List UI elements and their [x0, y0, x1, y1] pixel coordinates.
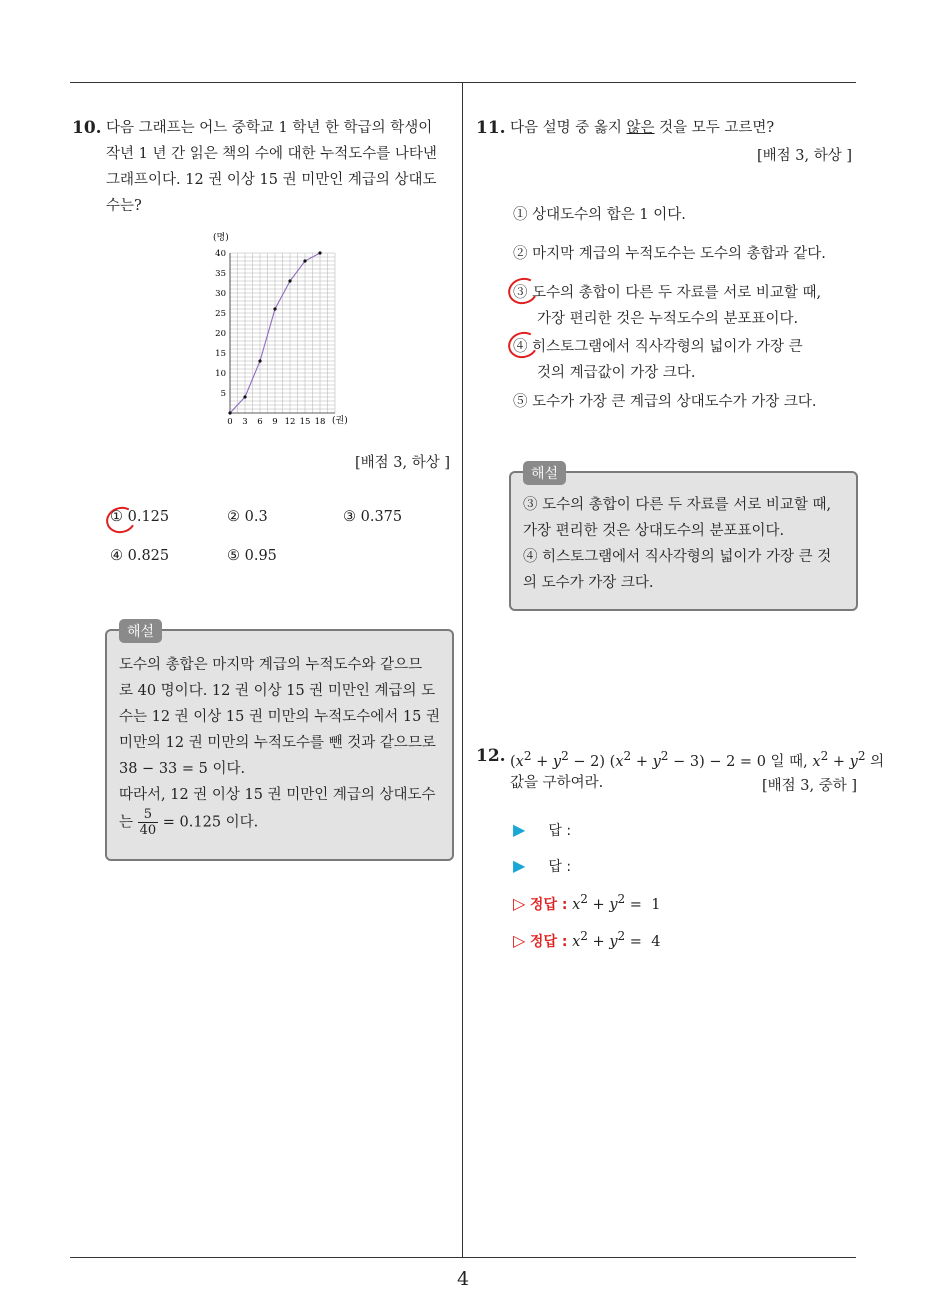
q10-solution-line-2: 로 40 명이다. 12 권 이상 15 권 미만인 계급의 도: [119, 683, 436, 699]
play-icon: ▶: [513, 856, 526, 875]
q11-text: [510, 115, 774, 141]
fraction-denominator: 40: [139, 823, 157, 838]
q11-choice-1[interactable]: ① 상대도수의 합은 1 이다.: [513, 207, 686, 223]
q12-answer-1[interactable]: [513, 820, 571, 840]
q10-text: [106, 115, 458, 219]
x-tick-label: 0: [227, 417, 233, 427]
x-tick-label: 12: [284, 417, 296, 427]
y-tick-label: 40: [215, 249, 226, 259]
q12-line-1: $(x^2 + y^2 - 2) (x^2 + y^2 - 3) - 2 = 0$ 일 때, $x^2 + y^2$ 의: [510, 749, 885, 770]
q11-choice-3[interactable]: ③ 도수의 총합이 다른 두 자료를 서로 비교할 때,: [513, 285, 822, 301]
q10-solution-fraction: [138, 807, 159, 838]
answer-label: 답 :: [548, 859, 572, 875]
q10-choice-4[interactable]: ④ 0.825: [110, 548, 170, 564]
y-tick-label: 10: [215, 369, 226, 379]
fraction-numerator: 5: [138, 807, 159, 823]
y-tick-label: 35: [215, 269, 226, 279]
q11-text-before: 다음 설명 중 옳지: [510, 120, 627, 136]
q10-solution-tab: 해설: [119, 619, 162, 643]
q12-correct-1: ▷ 정답 : $x^2 + y^2 = 1$: [513, 892, 661, 913]
q10-number: 10.: [72, 118, 102, 138]
q11-choice-2[interactable]: ② 마지막 계급의 누적도수는 도수의 총합과 같다.: [513, 246, 826, 262]
q10-solution-line-7: [119, 807, 258, 838]
q10-solution-box: [105, 624, 454, 861]
q10-solution-line-3: 수는 12 권 이상 15 권 미만의 누적도수에서 15 권: [119, 709, 440, 725]
q10-choice-1[interactable]: ① 0.125: [110, 509, 170, 525]
q10-choice-2[interactable]: ② 0.3: [227, 509, 268, 525]
y-tick-label: 5: [220, 389, 226, 399]
q12-number: 12.: [476, 746, 506, 766]
data-point: [228, 411, 231, 414]
q12-line-2: 값을 구하여라.: [510, 775, 604, 791]
chart-y-ticks: [215, 249, 226, 399]
x-tick-label: 15: [299, 417, 311, 427]
data-point: [303, 259, 306, 262]
q11-solution-tab: 해설: [523, 461, 566, 485]
x-tick-label: 6: [257, 417, 263, 427]
q11-choice-4-cont: 것의 계급값이 가장 크다.: [537, 365, 696, 381]
data-point: [318, 251, 321, 254]
q10-line-1: 다음 그래프는 어느 중학교 1 학년 한 학급의 학생이: [106, 120, 433, 136]
q10-choice-5[interactable]: ⑤ 0.95: [227, 548, 277, 564]
data-point: [288, 279, 291, 282]
top-rule: [70, 82, 856, 83]
data-point: [258, 359, 261, 362]
q11-solution-line-2: 가장 편리한 것은 상대도수의 분포표이다.: [523, 523, 785, 539]
q10-choice-3[interactable]: ③ 0.375: [343, 509, 403, 525]
q12-correct-2: ▷ 정답 : $x^2 + y^2 = 4$: [513, 929, 661, 950]
bottom-rule: [70, 1257, 856, 1258]
q12-answer-2[interactable]: [513, 856, 571, 876]
column-divider: [462, 82, 463, 1258]
q11-choice-5[interactable]: ⑤ 도수가 가장 큰 계급의 상대도수가 가장 크다.: [513, 394, 817, 410]
y-tick-label: 20: [215, 329, 226, 339]
play-icon: ▶: [513, 820, 526, 839]
correct-label: 정답 :: [529, 896, 568, 913]
chart-x-ticks: [227, 417, 325, 427]
q11-choice-3-cont: 가장 편리한 것은 누적도수의 분포표이다.: [537, 311, 799, 327]
page-number: 4: [456, 1268, 470, 1290]
q10-meta: [배점 3, 하상 ]: [354, 455, 450, 471]
x-tick-label: 18: [314, 417, 326, 427]
q10-line-4: 수는?: [106, 198, 142, 214]
q12-meta: [배점 3, 중하 ]: [761, 778, 857, 794]
triangle-outline-icon: ▷: [513, 893, 526, 913]
chart-xlabel: (권): [332, 416, 348, 426]
q11-text-underlined: 않은: [626, 120, 655, 136]
data-point: [243, 395, 246, 398]
y-tick-label: 30: [215, 289, 226, 299]
q11-solution-box: [509, 466, 858, 611]
q10-solution-last-prefix: 는: [119, 814, 134, 831]
q10-line-3: 그래프이다. 12 권 이상 15 권 미만인 계급의 상대도: [106, 172, 437, 188]
triangle-outline-icon: ▷: [513, 930, 526, 950]
q11-solution-line-4: 의 도수가 가장 크다.: [523, 575, 654, 591]
correct-answer-value: 4: [651, 933, 661, 950]
chart-ylabel: (명): [213, 233, 229, 243]
chart-grid: [230, 253, 335, 413]
correct-label: 정답 :: [529, 933, 568, 950]
answer-label: 답 :: [548, 823, 572, 839]
y-tick-label: 25: [215, 309, 226, 319]
q10-line-2: 작년 1 년 간 읽은 책의 수에 대한 누적도수를 나타낸: [106, 146, 437, 162]
x-tick-label: 9: [272, 417, 278, 427]
q11-solution-line-3: ④ 히스토그램에서 직사각형의 넓이가 가장 큰 것: [523, 549, 832, 565]
q11-choice-4[interactable]: ④ 히스토그램에서 직사각형의 넓이가 가장 큰: [513, 339, 803, 355]
q11-number: 11.: [476, 118, 506, 138]
q11-solution-line-1: ③ 도수의 총합이 다른 두 자료를 서로 비교할 때,: [523, 497, 832, 513]
q11-text-after: 것을 모두 고르면?: [654, 120, 775, 136]
x-tick-label: 3: [242, 417, 248, 427]
q10-solution-line-5: 38 − 33 = 5 이다.: [119, 761, 246, 777]
q11-meta: [배점 3, 하상 ]: [756, 148, 852, 164]
q10-solution-last-suffix: = 0.125 이다.: [162, 814, 259, 831]
data-point: [273, 307, 276, 310]
q10-solution-line-1: 도수의 총합은 마지막 계급의 누적도수와 같으므: [119, 657, 423, 673]
y-tick-label: 15: [215, 349, 226, 359]
cumulative-frequency-chart: [205, 228, 375, 433]
correct-answer-value: 1: [651, 896, 661, 913]
q10-solution-line-4: 미만의 12 권 미만의 누적도수를 뺀 것과 같으므로: [119, 735, 436, 751]
q10-solution-line-6: 따라서, 12 권 이상 15 권 미만인 계급의 상대도수: [119, 787, 436, 803]
